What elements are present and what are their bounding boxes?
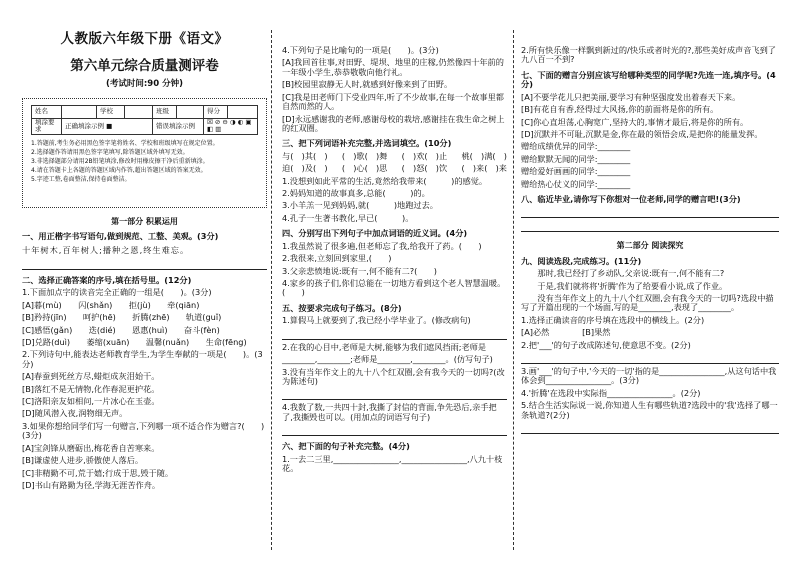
note-item: 5.字迹工整,卷面整洁,保持卷面整洁。 [31,175,131,183]
q3-blank[interactable]: ( )歌( )舞 [341,150,388,161]
q8-answer-line[interactable] [521,220,779,232]
q1-heading: 一、用正楷字书写语句,做到规范、工整、美观。(3分) [22,230,219,241]
q2-3-option[interactable]: [C]非精勤不可,荒于嬉;行成于思,毁于随。 [22,467,174,478]
q9-3-text[interactable]: 3.画'___'的句子中,'今天的一切'指的是________________,从这句话中我体会到________________。(3分) [521,366,777,386]
name-field[interactable] [62,105,97,118]
q2-1-text: 1.下面加点字的读音完全正确的一组是( )。(3分) [22,287,212,298]
q2-1-option[interactable]: [D]兑路(duì) 萎缩(xuān) 温馨(nuǎn) 生命(fēng) [22,336,247,347]
column-2 [282,30,507,550]
q5-heading: 五、按要求完成句子练习。(8分) [282,302,402,313]
q1-text: 十年树木,百年树人;播种之恩,终生难忘。 [22,245,190,256]
column-1 [22,30,267,550]
q7-fill[interactable]: 赠给默默无闻的同学:________ [521,153,631,164]
q9-4-text[interactable]: 4.'折腾'在选段中实际指________________。(2分) [521,387,701,398]
q9-2-answer-line[interactable] [521,352,779,364]
q2-3-text: 3.如果你想给同学们写一句赠言,下列哪一项不适合作为赠言?( )(3分) [22,420,265,441]
q6-heading: 六、把下面的句子补充完整。(4分) [282,441,410,452]
q2-3-option[interactable]: [D]书山有路勤为径,学海无涯苦作舟。 [22,480,161,490]
q3-blank[interactable]: ( )来( )来 [461,163,507,174]
q2-2-text: 2.下列诗句中,能表达老师教育学生,为学生奉献的一项是( )。(3分) [22,349,263,369]
q4-item[interactable]: 1.我虽然说了很多遍,但老师忘了我,给我开了药。( ) [282,240,482,251]
note-item: 2.选择题作答请用黑色签字笔填写,除答题区域外填写无效。 [31,148,189,156]
q3-blank[interactable]: ( )欢( )止 [401,150,448,161]
school-label: 学校 [97,105,125,118]
q6-2-text[interactable]: 2.所有快乐像一样飘到新过的/快乐或者时光的?,那些美好成声音飞到了九八百一不到? [521,45,776,65]
note-item: 1.答题前,考生务必用黑色签字笔将姓名、学校和班级填写在规定位置。 [31,139,219,147]
q9-2-text: 2.把'___'的句子改成陈述句,使意思不变。(2分) [521,339,691,350]
q9-5-answer-line[interactable] [521,422,779,434]
q9-1-option[interactable]: [A]必然 [B]果然 [521,327,611,338]
passage-paragraph: 没有当年作文上的九十八个红双圈,会有我今天的一切吗?选段中描写了开篇出现的一个场面,写的是________,表现了________。 [521,292,774,313]
q2-4-option[interactable]: [B]校园里寂静无人时,就感到好像来到了田野。 [282,79,453,90]
q3-fill[interactable]: 3.小羊羔一见到妈妈,就( )地跑过去。 [282,200,438,211]
q3-row2 [282,164,507,173]
q2-2-option[interactable]: [A]春蚕到死丝方尽,蜡炬成灰泪始干。 [22,371,160,382]
q4-item[interactable]: 4.家乡的孩子们,你们总能在一切地方看到这个老人智慧温暖。( ) [282,278,506,298]
wrong-example-label: 错误填涂示例 [153,118,204,134]
fill-req-label: 填涂要求 [32,118,62,134]
q2-3-option[interactable]: [B]谦虚使人进步,骄傲使人落后。 [22,455,144,466]
class-label: 班级 [153,105,177,118]
q7-fill[interactable]: 赠给成绩优异的同学:________ [521,141,631,152]
part2-heading: 第二部分 阅读探究 [616,241,684,251]
q5-1-answer-line[interactable] [282,328,507,340]
q3-heading: 三、把下列词语补充完整,并选词填空。(10分) [282,138,452,149]
q5-2-text-cont[interactable]: ________,________;老师是________,________。(仿写句子) [282,354,493,365]
q2-1-option[interactable]: [A]暮(mù) 闪(shǎn) 拒(jù) 牵(qiān) [22,299,200,310]
q4-heading: 四、分别写出下列句子中加点词语的近义词。(4分) [282,228,468,239]
school-field[interactable] [125,105,153,118]
q2-2-option[interactable]: [B]落红不是无情物,化作春泥更护花。 [22,383,160,394]
part1-heading: 第一部分 积累运用 [111,216,178,226]
q4-item[interactable]: 3.父亲悲愤地说:既有一,何不能有二?( ) [282,265,437,276]
q2-1-option[interactable]: [C]感悟(gǎn) 迭(dié) 恩惠(huì) 奋斗(fèn) [22,324,220,335]
q5-4-text: 4.我数了数,一共四十封,我撕了封信的背面,争先恐后,亲手把了,我撕毁也可以。(用加点的词语写句子) [282,402,497,422]
q2-3-option[interactable]: [A]宝剑锋从磨砺出,梅花香自苦寒来。 [22,442,160,453]
q3-fill[interactable]: 2.妈妈知道的故事真多,总能( )的。 [282,188,430,199]
q5-2-text: 2.在我的心目中,老师是大树,能够为我们遮风挡雨;老师是 [282,341,487,352]
divider-right [513,30,514,550]
q8-answer-line[interactable] [521,206,779,218]
class-field[interactable] [177,105,204,118]
q2-1-option[interactable]: [B]矜持(jīn) 呵护(hē) 折腾(zhē) 轨道(guǐ) [22,312,222,323]
passage-paragraph: 那时,我已经打了乡动队,父亲说:既有一,何不能有二? [537,268,725,279]
q4-item[interactable]: 2.我很来,立刻回到家里,( ) [282,253,392,264]
wrong-example-glyphs: ☒ ⊘ ⊖ ◑ ◐ ▣ ◧ ▥ [204,118,258,134]
q2-2-option[interactable]: [C]洛阳亲友如相问,一片冰心在玉壶。 [22,396,160,407]
q7-fill[interactable]: 赠给热心仗义的同学:________ [521,178,631,189]
q9-heading: 九、阅读选段,完成练习。(11分) [521,255,642,266]
q2-4-option[interactable]: [A]我回首往事,对田野、堤坝、地里的庄稼,仍然像四十年前的一年级小学生,恭恭敬敬向他行礼。 [282,57,504,77]
page-subtitle: 第六单元综合质量测评卷 [70,57,219,74]
info-table [31,105,258,135]
q2-4-text: 4.下列句子是比喻句的一项是( )。(3分) [282,45,439,55]
q7-option: [D]沉默并不可耻,沉默是金,你在最的领悟会成,是把你的能量发挥。 [521,128,763,139]
correct-example: 正确填涂示例 ■ [62,118,153,134]
q2-2-option[interactable]: [D]随风潜入夜,润物细无声。 [22,408,128,419]
q5-3-answer-line[interactable] [282,388,507,400]
passage-paragraph: 于是,我们就将将'折腾'作为了给要看小说,成了作业。 [537,280,728,291]
q7-heading: 七、下面的赠言分别应该写给哪种类型的同学呢?先连一连,填序号。(4分) [521,69,776,90]
q9-1-text: 1.选择正确读音的序号填在选段中的横线上。(2分) [521,314,705,325]
q7-option: [B]有花自有香,经得过大风扬,你的前面将是你的所有。 [521,104,719,115]
notes [31,139,258,184]
q3-blank[interactable]: 桃( )满( ) [461,150,507,161]
q3-blank[interactable]: 与( )其( ) [282,150,328,161]
q5-1-text: 1.算假马上就要到了,我已经小学毕业了。(修改病句) [282,315,471,326]
q2-4-option[interactable]: [D]永远感谢我的老师,感谢母校的栽培,感谢挂在我生命之树上的红双圈。 [282,113,505,133]
q9-5-text: 5.结合生活实际说一说,你知道人生有哪些轨道?选段中的'我'选择了哪一条轨道?(2分) [521,400,778,420]
divider-left [271,30,272,550]
name-label: 姓名 [32,105,62,118]
q7-option: [A]不要学花儿只把美丽,要学习有种坚强度发出着春天下来。 [521,91,741,102]
q3-blank[interactable]: ( )怒( )饮 [401,163,448,174]
q1-answer-line[interactable] [22,258,267,270]
q3-fill[interactable]: 1.没想到如此平常的生活,竟然给我带来( )的感觉。 [282,175,488,186]
q7-fill[interactable]: 赠给爱好画画的同学:________ [521,166,631,177]
score-field[interactable] [228,105,258,118]
score-label: 得分 [204,105,228,118]
q3-row1 [282,152,507,161]
note-item: 4.请在答题卡上各题的答题区域内作答,超出答题区域的答案无效。 [31,166,207,174]
page-title: 人教版六年级下册《语文》 [60,31,229,47]
info-box [22,98,267,208]
q3-blank[interactable]: 迫( )及( ) [282,163,328,174]
q3-blank[interactable]: ( )心( )思 [341,163,388,174]
exam-time: (考试时间:90 分钟) [106,79,183,90]
q2-heading: 二、选择正确答案的序号,填在括号里。(12分) [22,274,192,285]
q7-option: [C]你心直坦荡,心胸宽广,坚持大的,事情才最后,将是你的所有。 [521,116,749,127]
q5-3-text: 3.没有当年作文上的九十八个红双圈,会有我今天的一切吗?(改为陈述句) [282,366,505,386]
note-item: 3.非选择题部分请用2B铅笔填涂,修改时用橡皮擦干净后重新填涂。 [31,157,209,165]
q2-4-option[interactable]: [C]我是田老师门下受业四年,听了不少故事,在每一个故事里都自然而然的人。 [282,91,504,112]
q6-1-text[interactable]: 1.一去二三里,________________,________________,八九十枝花。 [282,453,503,474]
q8-heading: 八、临近毕业,请你写下你想对一位老师,同学的赠言吧!(3分) [521,194,741,205]
q5-4-answer-line[interactable] [282,424,507,436]
q3-fill[interactable]: 4.孔子一生著书教化,早已( )。 [282,212,414,223]
column-3 [521,30,779,550]
correct-example-label: 正确填涂示例 [65,121,104,130]
